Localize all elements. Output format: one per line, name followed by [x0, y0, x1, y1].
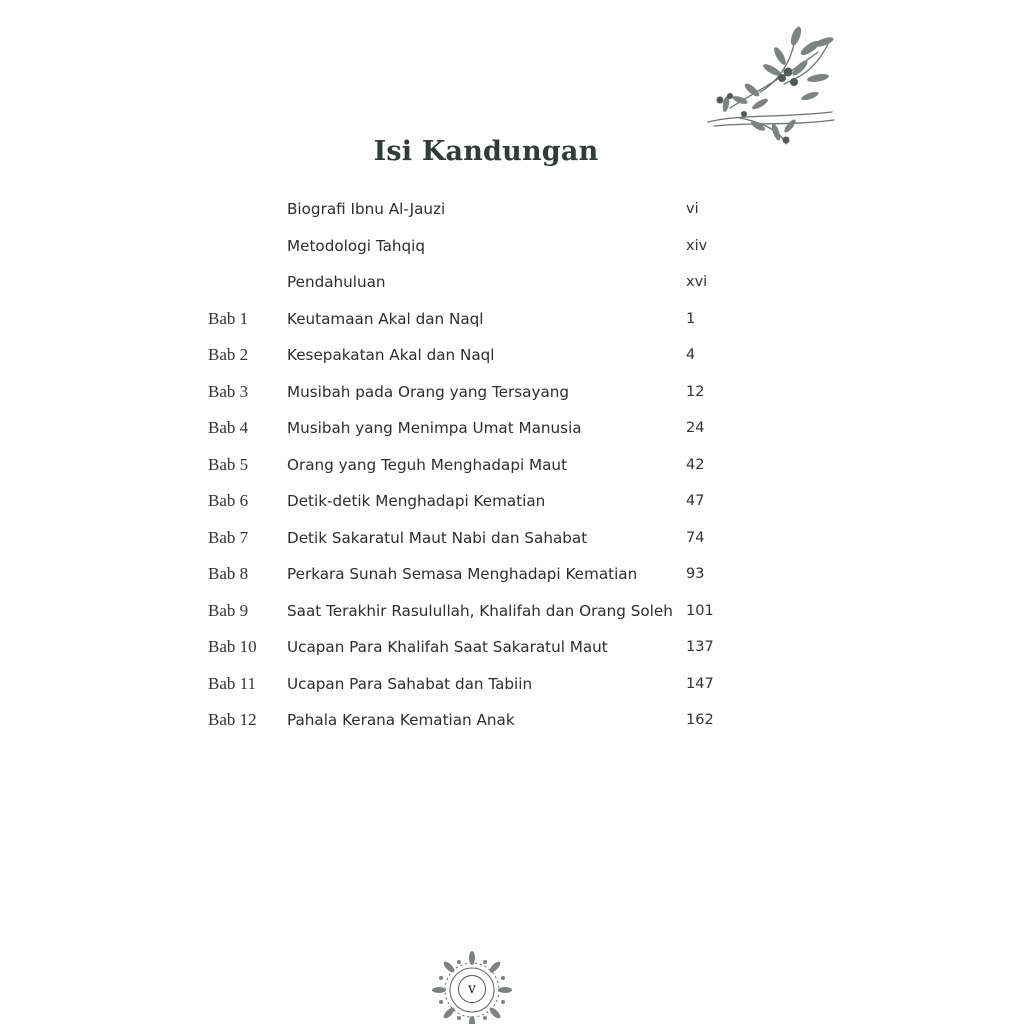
chapter-number: Bab 9 [208, 600, 249, 620]
page-number: vi [686, 201, 699, 217]
toc-row [0, 376, 1024, 413]
page-folio: v [458, 975, 486, 1003]
page-number: 24 [686, 420, 705, 436]
page-number: 147 [686, 675, 714, 692]
chapter-number: Bab 4 [208, 418, 249, 437]
chapter-title: Kesepakatan Akal dan Naql [287, 346, 495, 364]
toc-row [0, 449, 1024, 486]
chapter-title: Detik Sakaratul Maut Nabi dan Sahabat [287, 528, 588, 547]
chapter-number: Bab 12 [208, 710, 257, 729]
chapter-number: Bab 6 [208, 491, 249, 510]
toc-row [0, 339, 1024, 376]
page-number: 137 [686, 639, 714, 655]
page-number: 12 [686, 383, 705, 400]
chapter-number: Bab 7 [208, 527, 249, 547]
chapter-title: Musibah yang Menimpa Umat Manusia [287, 419, 582, 437]
chapter-title: Biografi Ibnu Al-Jauzi [287, 200, 446, 218]
toc-row [0, 522, 1024, 559]
toc-row [0, 631, 1024, 668]
chapter-number: Bab 11 [208, 673, 257, 693]
page-number: 47 [686, 493, 705, 509]
toc-row [0, 266, 1024, 303]
page-number: 4 [686, 347, 696, 363]
chapter-number: Bab 5 [208, 454, 249, 474]
toc-row [0, 595, 1024, 632]
page-number: 101 [686, 602, 714, 619]
page-number: 1 [686, 310, 696, 327]
page-number: 74 [686, 529, 705, 546]
chapter-number: Bab 8 [208, 564, 249, 583]
toc-row [0, 558, 1024, 595]
table-of-contents [0, 193, 1024, 741]
toc-row [0, 704, 1024, 741]
page-number: 162 [686, 712, 714, 728]
chapter-title: Saat Terakhir Rasulullah, Khalifah dan Orang Soleh [287, 601, 673, 620]
toc-row [0, 485, 1024, 522]
page-title: Isi Kandungan [373, 136, 599, 167]
olive-branch-icon [700, 22, 840, 150]
chapter-title: Keutamaan Akal dan Naql [287, 309, 484, 328]
chapter-number: Bab 2 [208, 345, 249, 364]
chapter-title: Metodologi Tahqiq [287, 236, 426, 255]
toc-row [0, 193, 1024, 230]
page-number: xiv [686, 237, 708, 254]
toc-row [0, 412, 1024, 449]
chapter-title: Pahala Kerana Kematian Anak [287, 711, 515, 729]
chapter-number: Bab 1 [208, 308, 249, 328]
chapter-title: Pendahuluan [287, 273, 386, 291]
chapter-number: Bab 10 [208, 637, 257, 656]
chapter-title: Ucapan Para Khalifah Saat Sakaratul Maut [287, 638, 608, 656]
chapter-number: Bab 3 [208, 381, 249, 401]
toc-row [0, 230, 1024, 267]
chapter-title: Perkara Sunah Semasa Menghadapi Kematian [287, 565, 638, 583]
page-number: 42 [686, 456, 705, 473]
page-number: xvi [686, 274, 708, 290]
chapter-title: Detik-detik Menghadapi Kematian [287, 492, 546, 510]
chapter-title: Ucapan Para Sahabat dan Tabiin [287, 674, 533, 693]
chapter-title: Musibah pada Orang yang Tersayang [287, 382, 570, 401]
chapter-title: Orang yang Teguh Menghadapi Maut [287, 455, 568, 474]
page-number: 93 [686, 566, 705, 582]
toc-row [0, 668, 1024, 705]
toc-row [0, 303, 1024, 340]
